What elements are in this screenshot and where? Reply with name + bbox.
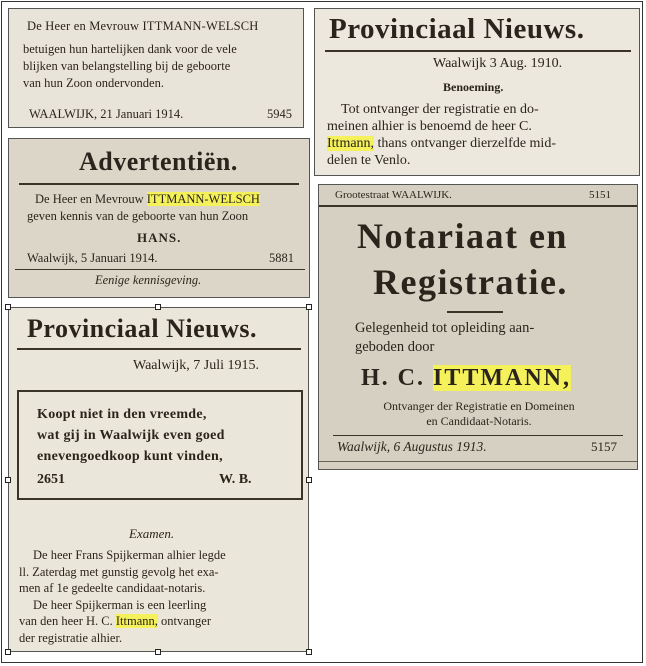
ad-line-2: wat gij in Waalwijk even goed bbox=[37, 428, 225, 443]
dateline-1915: Waalwijk, 7 Juli 1915. bbox=[133, 358, 260, 373]
clipping-provinciaal-1915 bbox=[8, 307, 309, 652]
clipping-notariaat-ad bbox=[318, 184, 638, 470]
resize-handle-top-right[interactable] bbox=[306, 304, 312, 310]
examen-line-3: men af 1e gedeelte candidaat-notaris. bbox=[19, 581, 206, 595]
examen-line-1: De heer Frans Spijkerman alhier legde bbox=[33, 548, 226, 562]
birth-footer: Eenige kennisgeving. bbox=[95, 273, 202, 287]
header-rule bbox=[325, 50, 631, 52]
name-highlight: Ittmann, bbox=[327, 136, 375, 151]
advertentien-header: Advertentiën. bbox=[79, 147, 238, 176]
benoeming-line-3: Ittmann, thans ontvanger dierzelfde mid- bbox=[327, 136, 556, 151]
ad-number: 2651 bbox=[37, 472, 65, 487]
ad-line-1: Koopt niet in den vreemde, bbox=[37, 407, 207, 422]
ad-line-3: enevengoedkoop kunt vinden, bbox=[37, 449, 223, 464]
examen-line-5: van den heer H. C. Ittmann, ontvanger bbox=[19, 614, 211, 628]
child-name: HANS. bbox=[137, 230, 182, 245]
short-rule bbox=[447, 311, 503, 313]
birth-line-1: De Heer en Mevrouw ITTMANN-WELSCH bbox=[35, 192, 260, 206]
birth-line-2: geven kennis van de geboorte van hun Zoon bbox=[27, 209, 249, 223]
name-highlight: ITTMANN-WELSCH bbox=[146, 192, 260, 206]
provinciaal-header-1910: Provinciaal Nieuws. bbox=[329, 13, 585, 45]
resize-handle-top-center[interactable] bbox=[155, 304, 161, 310]
clipping-birth-notice bbox=[8, 138, 310, 298]
benoeming-line-4: delen te Venlo. bbox=[327, 153, 411, 168]
thanks-ad-number: 5945 bbox=[267, 107, 292, 121]
benoeming-line-2: meinen alhier is benoemd de heer C. bbox=[327, 119, 532, 134]
notariaat-line-4: en Candidaat-Notaris. bbox=[426, 414, 532, 428]
benoeming-subhead: Benoeming. bbox=[443, 80, 504, 94]
notariaat-line-2: geboden door bbox=[355, 339, 435, 355]
resize-handle-bottom-right[interactable] bbox=[306, 649, 312, 655]
examen-line-2: ll. Zaterdag met gunstig gevolg het exa- bbox=[19, 564, 219, 579]
resize-handle-middle-right[interactable] bbox=[306, 477, 312, 483]
header-rule bbox=[19, 183, 299, 185]
top-rule bbox=[319, 205, 638, 207]
benoeming-line-1: Tot ontvanger der registratie en do- bbox=[341, 102, 539, 117]
header-rule bbox=[17, 348, 301, 350]
notariaat-title-1: Notariaat en bbox=[357, 216, 568, 256]
thanks-line-2: betuigen hun hartelijken dank voor de vele bbox=[23, 42, 237, 56]
notariaat-place-date: Waalwijk, 6 Augustus 1913. bbox=[337, 439, 487, 454]
notariaat-line-1: Gelegenheid tot opleiding aan- bbox=[355, 320, 535, 336]
thanks-line-1: De Heer en Mevrouw ITTMANN-WELSCH bbox=[27, 19, 259, 33]
notariaat-title-2: Registratie. bbox=[373, 262, 568, 302]
resize-handle-bottom-center[interactable] bbox=[155, 649, 161, 655]
ad-signature: W. B. bbox=[219, 472, 252, 487]
examen-line-4: De heer Spijkerman is een leerling bbox=[33, 597, 207, 612]
clipping-thanks-notice bbox=[8, 8, 304, 128]
provinciaal-header-1915: Provinciaal Nieuws. bbox=[27, 314, 258, 343]
dateline-1910: Waalwijk 3 Aug. 1910. bbox=[433, 56, 563, 71]
clipping-provinciaal-1910 bbox=[314, 8, 640, 176]
name-highlight: ITTMANN, bbox=[433, 365, 572, 391]
notariaat-ad-number: 5157 bbox=[591, 439, 617, 454]
examen-line-6: der registratie alhier. bbox=[19, 630, 123, 645]
examen-subhead: Examen. bbox=[129, 526, 175, 541]
notariaat-top-line: Grootestraat WAALWIJK. bbox=[335, 189, 452, 201]
resize-handle-bottom-left[interactable] bbox=[5, 649, 11, 655]
thanks-line-3: blijken van belangstelling bij de geboorte bbox=[23, 59, 231, 73]
thanks-place-date: WAALWIJK, 21 Januari 1914. bbox=[29, 107, 184, 121]
resize-handle-top-left[interactable] bbox=[5, 304, 11, 310]
bottom-rule bbox=[319, 461, 638, 462]
boxed-advertisement bbox=[17, 390, 303, 500]
birth-place-date: Waalwijk, 5 Januari 1914. bbox=[27, 251, 158, 265]
birth-ad-number: 5881 bbox=[269, 251, 294, 265]
notariaat-top-number: 5151 bbox=[589, 189, 611, 201]
notariaat-name-line: H. C. ITTMANN, bbox=[361, 365, 572, 391]
name-highlight: Ittmann, bbox=[115, 614, 158, 628]
notariaat-line-3: Ontvanger der Registratie en Domeinen bbox=[383, 399, 575, 413]
divider-rule bbox=[333, 435, 623, 436]
thanks-line-4: van hun Zoon ondervonden. bbox=[23, 76, 164, 90]
resize-handle-middle-left[interactable] bbox=[5, 477, 11, 483]
divider-rule bbox=[15, 269, 305, 270]
